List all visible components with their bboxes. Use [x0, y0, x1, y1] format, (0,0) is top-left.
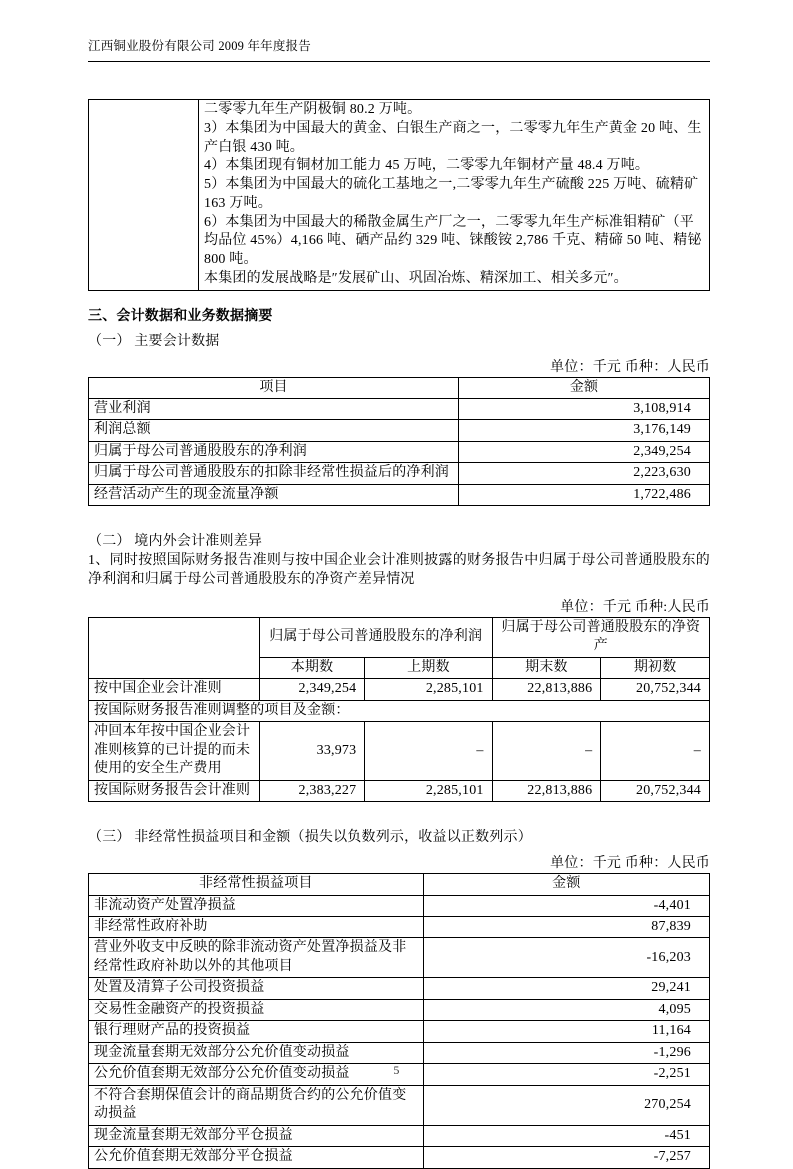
table-row [89, 1021, 710, 1042]
row-value-cell: 20,752,344 [601, 679, 710, 700]
row-value-cell: -451 [423, 1125, 709, 1146]
row-label-cell: 非经常性政府补助 [89, 916, 424, 937]
row-value-cell: 87,839 [423, 916, 709, 937]
table-row [89, 484, 710, 505]
row-value-cell: 3,108,914 [459, 398, 710, 419]
column-header: 金额 [459, 377, 710, 398]
row-label-cell: 处置及清算子公司投资损益 [89, 978, 424, 999]
unit-label: 单位：千元 币种：人民币 [550, 359, 710, 375]
table-row [89, 999, 710, 1020]
report-title: 江西铜业股份有限公司 2009 年年度报告 [88, 39, 311, 53]
column-header: 金额 [423, 874, 709, 895]
table-row [89, 1125, 710, 1146]
row-value-cell: -16,203 [423, 938, 709, 978]
row-value-cell: 20,752,344 [601, 780, 710, 801]
row-label-cell: 公允价值套期无效部分公允价值变动损益 [89, 1064, 424, 1085]
row-label-cell: 现金流量套期无效部分平仓损益 [89, 1125, 424, 1146]
row-label-cell: 现金流量套期无效部分公允价值变动损益 [89, 1042, 424, 1063]
description-line: 4）本集团现有铜材加工能力 45 万吨，二零零九年铜材产量 48.4 万吨。 [204, 158, 650, 174]
subsection2-heading: （二） 境内外会计准则差异 [88, 534, 263, 550]
column-header: 本期数 [259, 657, 365, 678]
adjustment-header-cell: 按国际财务报告准则调整的项目及金额： [89, 700, 710, 721]
table-row [89, 938, 710, 978]
key-accounting-data-table [88, 377, 710, 507]
empty-cell [89, 100, 199, 291]
table-row [89, 398, 710, 419]
unit-label: 单位：千元 币种:人民币 [560, 599, 710, 615]
page-header [88, 36, 710, 62]
accounting-standards-diff-table [88, 617, 710, 802]
row-label-cell: 归属于母公司普通股股东的净利润 [89, 441, 459, 462]
row-value-cell: 2,223,630 [459, 463, 710, 484]
row-label-cell: 按中国企业会计准则 [89, 679, 260, 700]
row-label-cell: 利润总额 [89, 420, 459, 441]
subsection2-note: 1、同时按照国际财务报告准则与按中国企业会计准则披露的财务报告中归属于母公司普通股股东的净利润和归属于母公司普通股股东的净资产差异情况 [88, 553, 710, 588]
table-row [89, 916, 710, 937]
table-row [89, 978, 710, 999]
table-row [89, 722, 710, 780]
column-header: 期末数 [492, 657, 601, 678]
row-label-cell: 交易性金融资产的投资损益 [89, 999, 424, 1020]
row-value-cell: 2,349,254 [259, 679, 365, 700]
group-header-net-assets: 归属于母公司普通股股东的净资产 [492, 617, 709, 657]
row-value-cell: 270,254 [423, 1085, 709, 1125]
table-row [89, 780, 710, 801]
row-value-cell: 1,722,486 [459, 484, 710, 505]
row-label-cell: 非流动资产处置净损益 [89, 895, 424, 916]
empty-cell [89, 617, 260, 678]
table-row [89, 1147, 710, 1168]
row-label-cell: 不符合套期保值会计的商品期货合约的公允价值变动损益 [89, 1085, 424, 1125]
table-row [89, 420, 710, 441]
row-label-cell: 营业外收支中反映的除非流动资产处置净损益及非经常性政府补助以外的其他项目 [89, 938, 424, 978]
company-overview-table [88, 99, 710, 291]
table-row [89, 441, 710, 462]
column-header: 期初数 [601, 657, 710, 678]
table-row [89, 895, 710, 916]
table-group-header-row [89, 617, 710, 657]
row-value-cell: 29,241 [423, 978, 709, 999]
company-description-cell [199, 100, 710, 291]
row-value-cell: -7,257 [423, 1147, 709, 1168]
row-value-cell: 22,813,886 [492, 679, 601, 700]
column-header: 上期数 [365, 657, 492, 678]
row-label-cell: 公允价值套期无效部分平仓损益 [89, 1147, 424, 1168]
table-row [89, 679, 710, 700]
subsection3-heading: （三） 非经常性损益项目和金额（损失以负数列示，收益以正数列示） [88, 830, 532, 846]
non-recurring-items-table [88, 873, 710, 1169]
row-value-cell: 2,285,101 [365, 780, 492, 801]
row-label-cell: 经营活动产生的现金流量净额 [89, 484, 459, 505]
row-label-cell: 营业利润 [89, 398, 459, 419]
table-span-row [89, 700, 710, 721]
description-line: 6）本集团为中国最大的稀散金属生产厂之一，二零零九年生产标准钼精矿（平均品位 45%）4,166 吨、硒产品约 329 吨、铼酸铵 2,786 千克、精碲 50 吨、精铋 800 吨。 [204, 214, 702, 267]
row-value-cell: – [365, 722, 492, 780]
row-label-cell: 归属于母公司普通股股东的扣除非经常性损益后的净利润 [89, 463, 459, 484]
row-value-cell: -2,251 [423, 1064, 709, 1085]
description-line: 二零零九年生产阴极铜 80.2 万吨。 [204, 102, 422, 117]
description-line: 3）本集团为中国最大的黄金、白银生产商之一，二零零九年生产黄金 20 吨、生产白银 430 吨。 [204, 120, 702, 155]
table-row [89, 1085, 710, 1125]
row-value-cell: – [601, 722, 710, 780]
column-header: 项目 [89, 377, 459, 398]
subsection1-heading: （一） 主要会计数据 [88, 333, 220, 349]
description-line: 5）本集团为中国最大的硫化工基地之一,二零零九年生产硫酸 225 万吨、硫精矿 163 万吨。 [204, 177, 699, 211]
group-header-net-profit: 归属于母公司普通股股东的净利润 [259, 617, 492, 657]
table-row [89, 463, 710, 484]
row-label-cell: 银行理财产品的投资损益 [89, 1021, 424, 1042]
table-row [89, 1042, 710, 1063]
row-value-cell: 2,349,254 [459, 441, 710, 462]
row-value-cell: 2,383,227 [259, 780, 365, 801]
table-header-row [89, 874, 710, 895]
section-heading: 三、会计数据和业务数据摘要 [88, 308, 273, 324]
row-value-cell: -4,401 [423, 895, 709, 916]
table-header-row [89, 377, 710, 398]
unit-label: 单位：千元 币种：人民币 [550, 856, 710, 872]
row-value-cell: 33,973 [259, 722, 365, 780]
row-value-cell: -1,296 [423, 1042, 709, 1063]
row-label-cell: 按国际财务报告会计准则 [89, 780, 260, 801]
row-value-cell: – [492, 722, 601, 780]
row-label-cell: 冲回本年按中国企业会计准则核算的已计提的而未使用的安全生产费用 [89, 722, 260, 780]
table-row [89, 100, 710, 291]
row-value-cell: 11,164 [423, 1021, 709, 1042]
description-line: 本集团的发展战略是″发展矿山、巩固冶炼、精深加工、相关多元″。 [204, 270, 628, 286]
page-number: 5 [393, 1063, 400, 1077]
row-value-cell: 2,285,101 [365, 679, 492, 700]
row-value-cell: 4,095 [423, 999, 709, 1020]
row-value-cell: 22,813,886 [492, 780, 601, 801]
column-header: 非经常性损益项目 [89, 874, 424, 895]
row-value-cell: 3,176,149 [459, 420, 710, 441]
